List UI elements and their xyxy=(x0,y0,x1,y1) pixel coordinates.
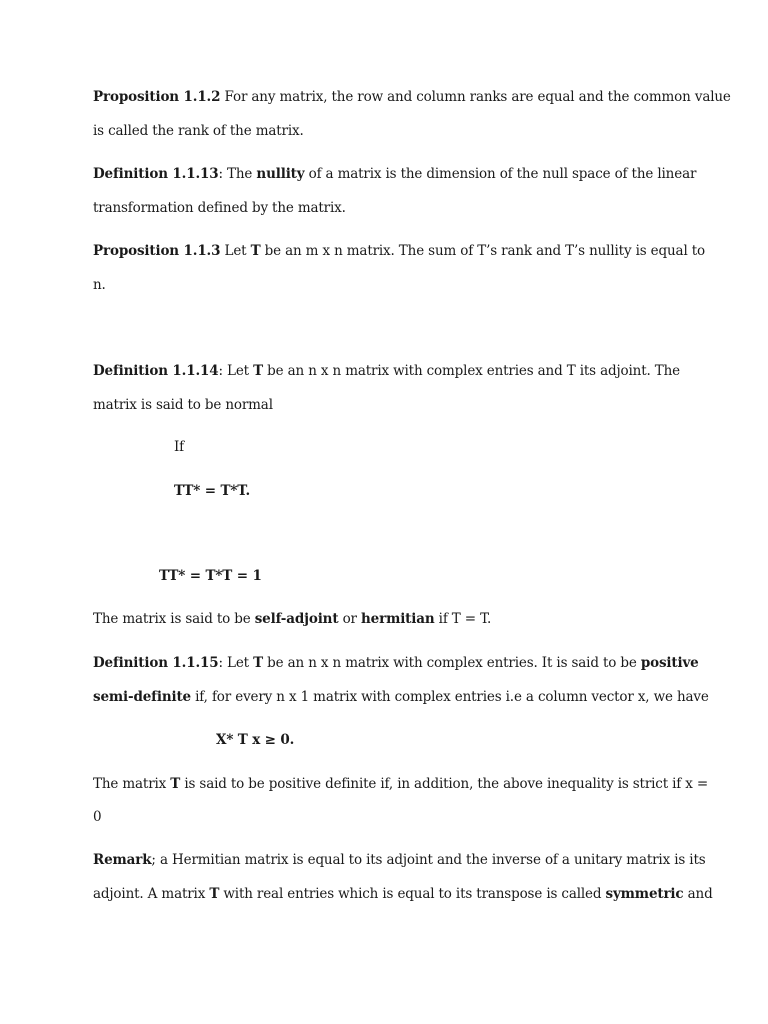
definition-label: Definition 1.1.13 xyxy=(93,166,219,182)
bold-term-semi-definite: semi-definite xyxy=(93,689,191,705)
bold-symbol-t: T xyxy=(209,886,220,902)
proposition-1-1-3-line1 xyxy=(93,242,705,260)
bold-symbol-t: T xyxy=(253,655,264,671)
remark-text: ; a Hermitian matrix is equal to its adjoint and the inverse of a unitary matrix is its xyxy=(151,852,706,868)
proposition-1-1-2-line2 xyxy=(93,122,304,140)
body-text: The matrix is said to be xyxy=(93,611,255,627)
bold-term-nullity: nullity xyxy=(256,166,305,182)
definition-1-1-13-line2 xyxy=(93,199,346,217)
if-label: If xyxy=(174,439,185,455)
body-text: or xyxy=(338,611,361,627)
bold-symbol-t: T xyxy=(170,776,181,792)
bold-term-self-adjoint: self-adjoint xyxy=(254,611,339,627)
proposition-label: Proposition 1.1.3 xyxy=(93,243,221,259)
definition-text: : The xyxy=(218,166,257,182)
remark-line2 xyxy=(93,885,713,903)
equation-unitary xyxy=(159,567,262,585)
remark-label: Remark xyxy=(93,852,152,868)
equation-text: TT* = T*T = 1 xyxy=(159,568,262,584)
definition-label: Definition 1.1.15 xyxy=(93,655,219,671)
body-text: if T = T. xyxy=(434,611,492,627)
equation-positive-semidefinite xyxy=(216,731,294,749)
definition-1-1-15-line1 xyxy=(93,654,699,672)
positive-definite-line1 xyxy=(93,775,708,793)
definition-label: Definition 1.1.14 xyxy=(93,363,219,379)
equation-text: TT* = T*T. xyxy=(174,483,250,499)
remark-text: and xyxy=(683,886,713,902)
remark-text: with real entries which is equal to its transpose is called xyxy=(219,886,606,902)
positive-definite-line2 xyxy=(93,808,101,826)
proposition-label: Proposition 1.1.2 xyxy=(93,89,221,105)
definition-text: transformation defined by the matrix. xyxy=(93,200,346,216)
proposition-text: Let xyxy=(220,243,251,259)
remark-line1 xyxy=(93,851,706,869)
definition-1-1-15-line2 xyxy=(93,688,709,706)
if-text xyxy=(174,438,184,456)
proposition-text: is called the rank of the matrix. xyxy=(93,123,304,139)
definition-text: : Let xyxy=(218,363,254,379)
definition-1-1-13-line1 xyxy=(93,165,696,183)
definition-1-1-14-line2 xyxy=(93,396,273,414)
definition-text: matrix is said to be normal xyxy=(93,397,273,413)
definition-text: be an n x n matrix with complex entries. It is said to be xyxy=(263,655,641,671)
equation-normal xyxy=(174,482,250,500)
bold-term-hermitian: hermitian xyxy=(361,611,435,627)
definition-text: if, for every n x 1 matrix with complex entries i.e a column vector x, we have xyxy=(191,689,709,705)
definition-text: be an n x n matrix with complex entries and T its adjoint. The xyxy=(263,363,681,379)
proposition-text: For any matrix, the row and column ranks are equal and the common value xyxy=(220,89,731,105)
definition-1-1-14-line1 xyxy=(93,362,680,380)
self-adjoint-line xyxy=(93,610,491,628)
proposition-text: be an m x n matrix. The sum of T’s rank and T’s nullity is equal to xyxy=(260,243,706,259)
bold-term-positive: positive xyxy=(640,655,699,671)
equation-text: X* T x ≥ 0. xyxy=(216,732,295,748)
remark-text: adjoint. A matrix xyxy=(93,886,210,902)
body-text: The matrix xyxy=(93,776,171,792)
bold-symbol-t: T xyxy=(250,243,261,259)
body-text: 0 xyxy=(93,809,102,825)
bold-symbol-t: T xyxy=(253,363,264,379)
bold-term-symmetric: symmetric xyxy=(605,886,684,902)
definition-text: : Let xyxy=(218,655,254,671)
definition-text: of a matrix is the dimension of the null space of the linear xyxy=(304,166,697,182)
proposition-1-1-3-line2 xyxy=(93,276,106,294)
proposition-1-1-2-line1 xyxy=(93,88,731,106)
body-text: is said to be positive definite if, in addition, the above inequality is strict if x = xyxy=(180,776,709,792)
proposition-text: n. xyxy=(93,277,106,293)
